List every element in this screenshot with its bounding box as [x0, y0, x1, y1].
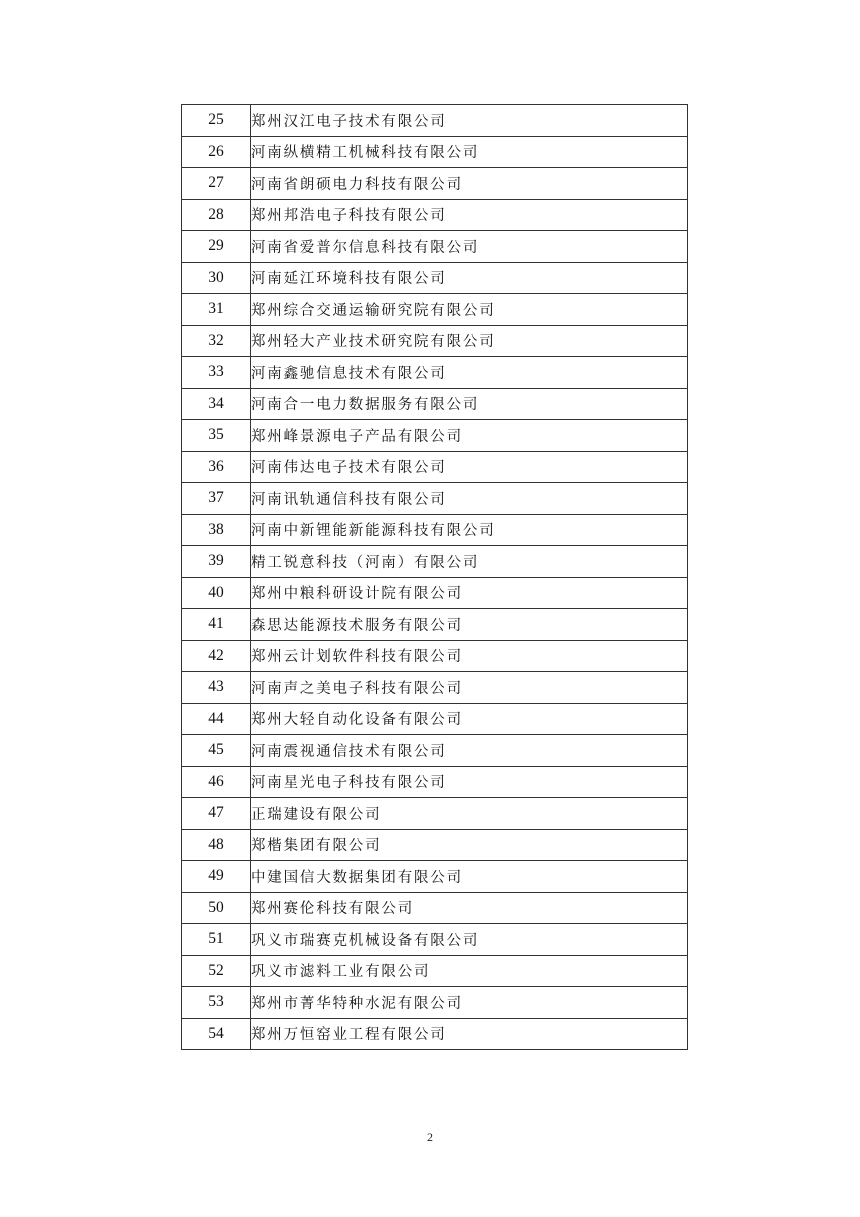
row-number: 54	[182, 1018, 251, 1050]
company-name: 正瑞建设有限公司	[251, 798, 688, 830]
table-row	[182, 294, 688, 326]
row-number: 26	[182, 136, 251, 168]
table-row	[182, 199, 688, 231]
row-number: 32	[182, 325, 251, 357]
table-row	[182, 766, 688, 798]
table-row	[182, 357, 688, 389]
table-row	[182, 420, 688, 452]
row-number: 49	[182, 861, 251, 893]
table-row	[182, 451, 688, 483]
table-row	[182, 231, 688, 263]
table-row	[182, 861, 688, 893]
row-number: 37	[182, 483, 251, 515]
company-name: 河南震视通信技术有限公司	[251, 735, 688, 767]
row-number: 27	[182, 168, 251, 200]
row-number: 33	[182, 357, 251, 389]
table-row	[182, 546, 688, 578]
table-row	[182, 798, 688, 830]
company-name: 郑州万恒窑业工程有限公司	[251, 1018, 688, 1050]
table-row	[182, 892, 688, 924]
row-number: 48	[182, 829, 251, 861]
row-number: 31	[182, 294, 251, 326]
company-name: 精工锐意科技（河南）有限公司	[251, 546, 688, 578]
row-number: 42	[182, 640, 251, 672]
row-number: 39	[182, 546, 251, 578]
table-row	[182, 672, 688, 704]
table-row	[182, 1018, 688, 1050]
company-table	[181, 104, 688, 1050]
table-row	[182, 735, 688, 767]
company-name: 河南中新锂能新能源科技有限公司	[251, 514, 688, 546]
company-name: 郑州市菁华特种水泥有限公司	[251, 987, 688, 1019]
company-name: 郑州赛伦科技有限公司	[251, 892, 688, 924]
row-number: 40	[182, 577, 251, 609]
table-row	[182, 703, 688, 735]
row-number: 53	[182, 987, 251, 1019]
row-number: 47	[182, 798, 251, 830]
row-number: 46	[182, 766, 251, 798]
company-name: 河南声之美电子科技有限公司	[251, 672, 688, 704]
company-name: 巩义市滤料工业有限公司	[251, 955, 688, 987]
row-number: 51	[182, 924, 251, 956]
table-row	[182, 577, 688, 609]
row-number: 29	[182, 231, 251, 263]
row-number: 28	[182, 199, 251, 231]
table-row	[182, 640, 688, 672]
company-name: 森思达能源技术服务有限公司	[251, 609, 688, 641]
company-name: 郑州中粮科研设计院有限公司	[251, 577, 688, 609]
table-row	[182, 609, 688, 641]
row-number: 34	[182, 388, 251, 420]
company-name: 巩义市瑞赛克机械设备有限公司	[251, 924, 688, 956]
row-number: 45	[182, 735, 251, 767]
company-name: 郑州汉江电子技术有限公司	[251, 105, 688, 137]
company-name: 河南省朗硕电力科技有限公司	[251, 168, 688, 200]
table-row	[182, 136, 688, 168]
company-name: 中建国信大数据集团有限公司	[251, 861, 688, 893]
table-row	[182, 168, 688, 200]
row-number: 36	[182, 451, 251, 483]
row-number: 52	[182, 955, 251, 987]
table-row	[182, 388, 688, 420]
company-name: 河南延江环境科技有限公司	[251, 262, 688, 294]
table-row	[182, 829, 688, 861]
row-number: 44	[182, 703, 251, 735]
company-name: 郑州大轻自动化设备有限公司	[251, 703, 688, 735]
row-number: 30	[182, 262, 251, 294]
company-name: 河南星光电子科技有限公司	[251, 766, 688, 798]
table-row	[182, 924, 688, 956]
company-name: 郑州峰景源电子产品有限公司	[251, 420, 688, 452]
table-row	[182, 955, 688, 987]
row-number: 38	[182, 514, 251, 546]
company-name: 郑州综合交通运输研究院有限公司	[251, 294, 688, 326]
company-name: 郑楷集团有限公司	[251, 829, 688, 861]
row-number: 41	[182, 609, 251, 641]
table-row	[182, 262, 688, 294]
table-row	[182, 105, 688, 137]
company-name: 河南省爱普尔信息科技有限公司	[251, 231, 688, 263]
table-row	[182, 325, 688, 357]
page-number: 2	[427, 1130, 433, 1144]
row-number: 43	[182, 672, 251, 704]
table-row	[182, 514, 688, 546]
company-table-body	[182, 105, 688, 1050]
row-number: 25	[182, 105, 251, 137]
company-name: 河南伟达电子技术有限公司	[251, 451, 688, 483]
table-row	[182, 987, 688, 1019]
row-number: 35	[182, 420, 251, 452]
table-row	[182, 483, 688, 515]
company-name: 河南合一电力数据服务有限公司	[251, 388, 688, 420]
company-name: 河南纵横精工机械科技有限公司	[251, 136, 688, 168]
company-name: 郑州邦浩电子科技有限公司	[251, 199, 688, 231]
company-name: 河南鑫驰信息技术有限公司	[251, 357, 688, 389]
company-name: 郑州轻大产业技术研究院有限公司	[251, 325, 688, 357]
company-name: 郑州云计划软件科技有限公司	[251, 640, 688, 672]
company-name: 河南讯轨通信科技有限公司	[251, 483, 688, 515]
row-number: 50	[182, 892, 251, 924]
